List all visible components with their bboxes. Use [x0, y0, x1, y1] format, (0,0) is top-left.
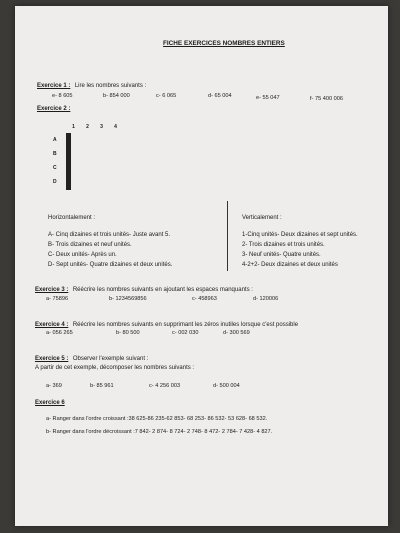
grid-column-label: 3 — [100, 124, 103, 130]
exercise-4-instruction: Réécrire les nombres suivants en supprimant les zéros inutiles lorsque c'est possible — [72, 322, 299, 328]
horizontal-clue: D- Sept unités- Quatre dizaines et deux unités. — [48, 262, 173, 268]
grid-row — [67, 134, 71, 148]
grid-row-label: B — [53, 151, 57, 157]
exercise-4-item: a- 056 265 — [46, 330, 73, 336]
grid-row-label: C — [53, 165, 57, 171]
grid-cell-empty[interactable] — [70, 176, 71, 190]
grid-column-label: 2 — [86, 124, 89, 130]
exercise-1-item: e- 55 047 — [256, 95, 280, 101]
exercise-6-item: a- Ranger dans l'ordre croissant :38 625-86 235-62 853- 68 253- 86 532- 53 628- 68 532. — [46, 416, 268, 422]
grid-row-label: D — [53, 179, 57, 185]
exercise-1-item: c- 6 065 — [156, 93, 177, 99]
exercise-1-item: e- 8 605 — [52, 93, 73, 99]
exercise-3-item: a- 75896 — [46, 296, 69, 302]
grid-column-label: 1 — [72, 124, 75, 130]
worksheet-page — [15, 6, 388, 526]
vertical-clues-title: Verticalement : — [242, 215, 282, 221]
exercise-5-instruction: Observer l'exemple suivant : — [72, 356, 149, 362]
exercise-5-title: Exercice 5 : — [35, 356, 69, 362]
exercise-1-item: f- 75 400 006 — [310, 96, 343, 102]
exercise-5-item: b- 85 961 — [90, 383, 114, 389]
exercise-3-instruction: Réécrire les nombres suivants en ajoutant les espaces manquants : — [72, 287, 253, 293]
exercise-4-item: b- 80 500 — [116, 330, 140, 336]
vertical-clue: 4-2+2- Deux dizaines et deux unités — [242, 262, 338, 268]
exercise-1-item: b- 854 000 — [103, 93, 130, 99]
grid-column-label: 4 — [114, 124, 117, 130]
exercise-6-title: Exercice 6 — [35, 400, 65, 406]
exercise-3-item: c- 458963 — [192, 296, 217, 302]
exercise-2-title: Exercice 2 : — [37, 106, 71, 112]
exercise-3-item: d- 120006 — [253, 296, 279, 302]
grid-row — [67, 162, 71, 176]
exercise-1-title: Exercice 1 : — [37, 83, 71, 89]
exercise-4-title: Exercice 4 : — [35, 322, 69, 328]
exercise-5-header — [35, 347, 148, 365]
horizontal-clue: A- Cinq dizaines et trois unités- Juste avant 5. — [48, 232, 171, 238]
exercise-4-item: d- 300 569 — [223, 330, 250, 336]
exercise-1-item: d- 65 004 — [208, 93, 232, 99]
grid-row — [67, 148, 71, 162]
exercise-4-header — [35, 313, 298, 331]
worksheet-title: FICHE EXERCICES NOMBRES ENTIERS — [163, 40, 285, 47]
grid-table — [66, 133, 71, 190]
exercise-3-item: b- 1234569856 — [109, 296, 147, 302]
grid-row — [67, 176, 71, 190]
horizontal-clues-title: Horizontalement : — [48, 215, 96, 221]
grid-row-label: A — [53, 137, 57, 143]
exercise-5-item: a- 369 — [46, 383, 62, 389]
grid-cell-empty[interactable] — [70, 134, 71, 148]
exercise-6-item: b- Ranger dans l'ordre décroissant :7 842- 2 874- 8 724- 2 748- 8 472- 2 784- 7 428- 4 827. — [46, 429, 273, 435]
horizontal-clue: B- Trois dizaines et neuf unités. — [48, 242, 132, 248]
exercise-3-header — [35, 278, 253, 296]
vertical-clue: 1-Cinq unités- Deux dizaines et sept unités. — [242, 232, 358, 238]
exercise-1-instruction: Lire les nombres suivants : — [74, 83, 147, 89]
exercise-5-item: c- 4 256 003 — [149, 383, 181, 389]
exercise-5-instruction-2: A partir de cet exemple, décomposer les nombres suivants : — [35, 365, 195, 371]
horizontal-clue: C- Deux unités- Après un. — [48, 252, 117, 258]
column-divider — [227, 201, 228, 271]
vertical-clue: 3- Neuf unités- Quatre unités. — [242, 252, 321, 258]
exercise-4-item: c- 002 030 — [172, 330, 199, 336]
vertical-clue: 2- Trois dizaines et trois unités. — [242, 242, 325, 248]
grid-cell-black — [70, 148, 71, 162]
grid-cell-empty[interactable] — [70, 162, 71, 176]
exercise-5-item: d- 500 004 — [213, 383, 240, 389]
exercise-3-title: Exercice 3 : — [35, 287, 69, 293]
exercise-1-header — [37, 74, 146, 92]
